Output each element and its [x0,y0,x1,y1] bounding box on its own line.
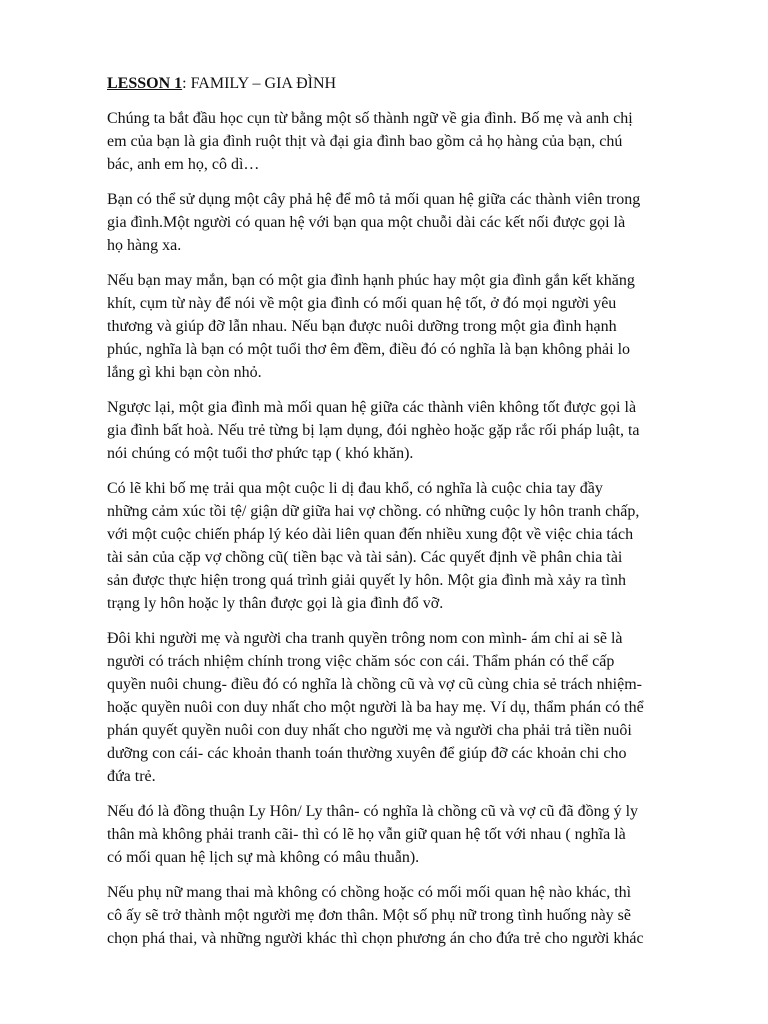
text-line: sản được thực hiện trong quá trình giải quyết ly hôn. Một gia đình mà xảy ra tình [107,572,627,589]
text-line: Nếu bạn may mắn, bạn có một gia đình hạnh phúc hay một gia đình gắn kết khăng [107,272,635,289]
text-line: Chúng ta bắt đầu học cụn từ bằng một số thành ngữ về gia đình. Bố mẹ và anh chị [107,110,633,127]
paragraph [107,188,707,257]
text-line: tài sản của cặp vợ chồng cũ( tiền bạc và tài sản). Các quyết định về phân chia tài [107,549,623,566]
text-line: hoặc quyền nuôi con duy nhất cho một người là ba hay mẹ. Ví dụ, thẩm phán có thể [107,699,644,716]
text-line: em của bạn là gia đình ruột thịt và đại gia đình bao gồm cả họ hàng của bạn, chú [107,133,623,150]
lesson-title [107,72,707,95]
text-line: thân mà không phải tranh cãi- thì có lẽ họ vẫn giữ quan hệ tốt với nhau ( nghĩa là [107,826,626,843]
text-line: gia đình bất hoà. Nếu trẻ từng bị lạm dụng, đói nghèo hoặc gặp rắc rối pháp luật, ta [107,422,640,439]
text-line: phúc, nghĩa là bạn có một tuổi thơ êm đềm, điều đó có nghĩa là bạn không phải lo [107,341,631,358]
document-page [107,72,707,962]
text-line: gia đình.Một người có quan hệ với bạn qua một chuỗi dài các kết nối được gọi là [107,214,626,231]
text-line: người có trách nhiệm chính trong việc chăm sóc con cái. Thẩm phán có thể cấp [107,653,615,670]
text-line: trạng ly hôn hoặc ly thân được gọi là gia đình đổ vỡ. [107,595,444,612]
text-line: dưỡng con cái- các khoản thanh toán thường xuyên để giúp đỡ các khoản chi cho [107,745,627,762]
text-line: có mối quan hệ lịch sự mà không có mâu thuẫn). [107,849,420,866]
text-line: cô ấy sẽ trở thành một người mẹ đơn thân. Một số phụ nữ trong tình huống này sẽ [107,907,631,924]
paragraph [107,107,707,176]
document-body [107,107,707,950]
text-line: họ hàng xa. [107,237,182,254]
text-line: Nếu đó là đồng thuận Ly Hôn/ Ly thân- có nghĩa là chồng cũ và vợ cũ đã đồng ý ly [107,803,639,820]
paragraph [107,881,707,950]
text-line: lắng gì khi bạn còn nhỏ. [107,364,262,381]
paragraph [107,269,707,384]
text-line: bác, anh em họ, cô dì… [107,156,260,173]
text-line: phán quyết quyền nuôi con duy nhất cho người mẹ và người cha phải trả tiền nuôi [107,722,632,739]
paragraph [107,477,707,615]
text-line: quyền nuôi chung- điều đó có nghĩa là chồng cũ và vợ cũ cùng chia sẻ trách nhiệm- [107,676,642,693]
text-line: những cảm xúc tồi tệ/ giận dữ giữa hai vợ chồng. có những cuộc ly hôn tranh chấp, [107,503,640,520]
lesson-topic: : FAMILY – GIA ĐÌNH [182,75,337,92]
text-line: đứa trẻ. [107,768,156,785]
text-line: với một cuộc chiến pháp lý kéo dài liên quan đến nhiều xung đột về việc chia tách [107,526,634,543]
text-line: Bạn có thể sử dụng một cây phả hệ để mô tả mối quan hệ giữa các thành viên trong [107,191,641,208]
text-line: thương và giúp đỡ lẫn nhau. Nếu bạn được nuôi dưỡng trong một gia đình hạnh [107,318,617,335]
text-line: Ngược lại, một gia đình mà mối quan hệ giữa các thành viên không tốt được gọi là [107,399,637,416]
text-line: chọn phá thai, và những người khác thì chọn phương án cho đứa trẻ cho người khác [107,930,644,947]
text-line: Nếu phụ nữ mang thai mà không có chồng hoặc có mối mối quan hệ nào khác, thì [107,884,632,901]
text-line: khít, cụm từ này để nói về một gia đình có mối quan hệ tốt, ở đó mọi người yêu [107,295,617,312]
text-line: nói chúng có một tuổi thơ phức tạp ( khó khăn). [107,445,414,462]
paragraph [107,396,707,465]
text-line: Đôi khi người mẹ và người cha tranh quyền trông nom con mình- ám chỉ ai sẽ là [107,630,623,647]
text-line: Có lẽ khi bố mẹ trải qua một cuộc li dị đau khổ, có nghĩa là cuộc chia tay đầy [107,480,603,497]
lesson-number: LESSON 1 [107,75,183,92]
paragraph [107,627,707,788]
paragraph [107,800,707,869]
